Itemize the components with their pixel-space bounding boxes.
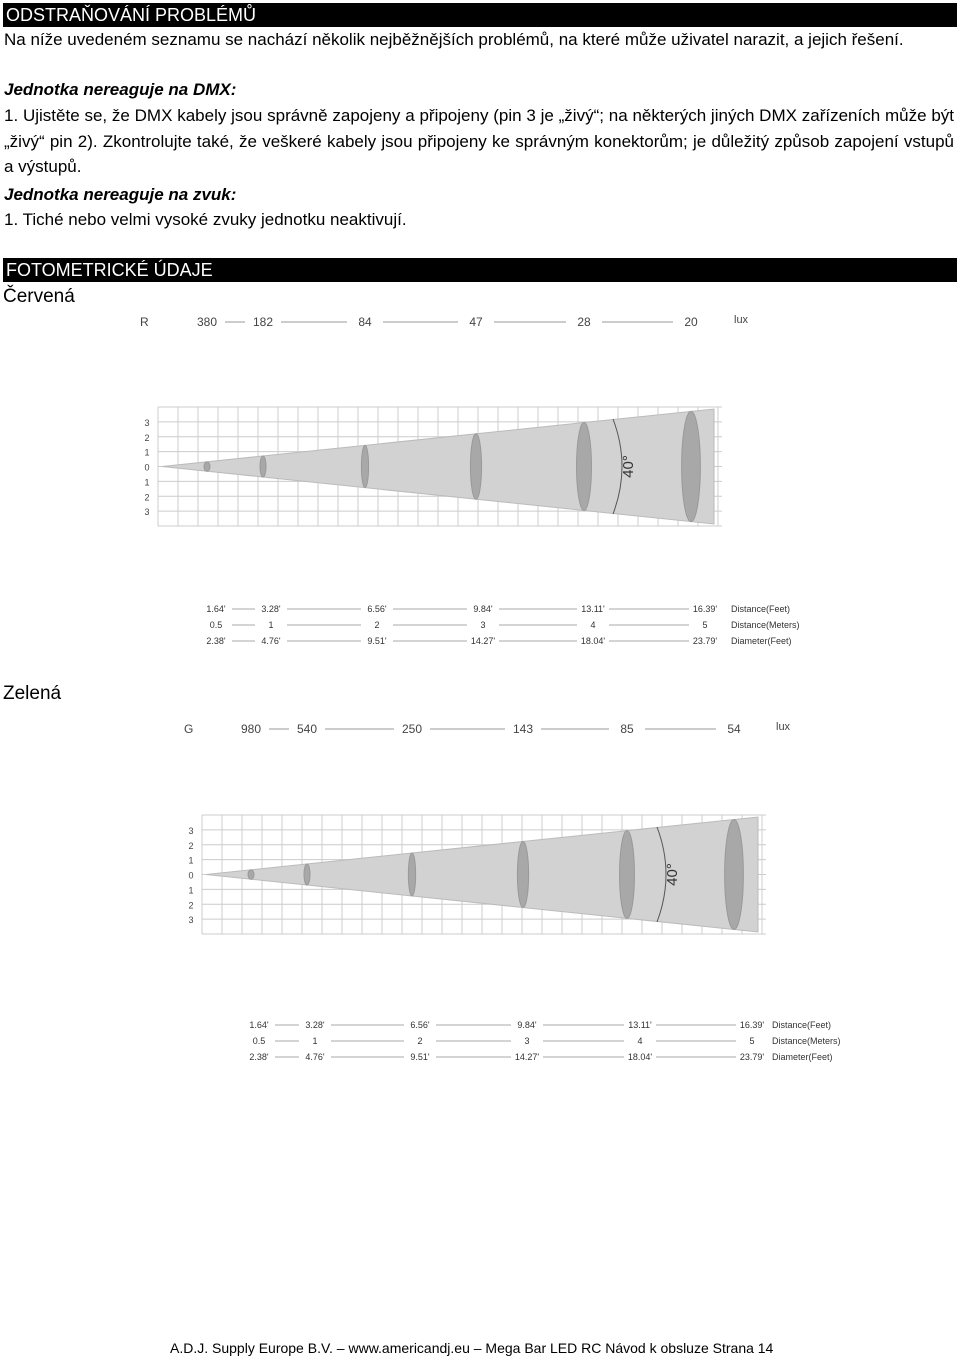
table-row-label: Diameter(Feet) (731, 636, 792, 646)
y-tick-label: 1 (144, 447, 150, 458)
beam-section (682, 411, 701, 521)
beam-section (470, 434, 481, 499)
y-tick-label: 1 (144, 477, 150, 488)
lux-value: 85 (620, 722, 634, 736)
beam-angle-label: 40° (664, 863, 681, 886)
lux-unit: lux (734, 314, 749, 326)
lux-value: 980 (240, 722, 262, 736)
lux-value: 143 (512, 722, 534, 736)
table-value: 4.76' (305, 1052, 325, 1062)
page-footer: A.D.J. Supply Europe B.V. – www.americandj.eu – Mega Bar LED RC Návod k obsluze Strana 14 (170, 1340, 774, 1356)
y-tick-label: 3 (144, 417, 150, 428)
troubleshooting-title: ODSTRAŇOVÁNÍ PROBLÉMŮ (3, 3, 957, 27)
table-value: 0.5 (252, 1036, 266, 1046)
table-value: 1.64' (249, 1020, 269, 1030)
y-tick-label: 0 (188, 870, 194, 881)
table-value: 2.38' (206, 636, 226, 646)
table-value: 3.28' (305, 1020, 325, 1030)
y-tick-label: 1 (188, 855, 194, 866)
y-tick-label: 1 (188, 885, 194, 896)
table-value: 6.56' (410, 1020, 430, 1030)
sound-heading: Jednotka nereaguje na zvuk: (4, 185, 237, 204)
beam-section (204, 462, 210, 471)
table-value: 3 (480, 620, 486, 630)
y-tick-label: 3 (188, 825, 194, 836)
beam-section (577, 423, 592, 511)
table-value: 18.04' (627, 1052, 653, 1062)
table-value: 4.76' (261, 636, 281, 646)
lux-value: 84 (358, 315, 372, 329)
table-row-label: Diameter(Feet) (772, 1052, 833, 1062)
table-value: 16.39' (692, 604, 718, 614)
lux-value: 540 (296, 722, 318, 736)
beam-section (408, 853, 415, 896)
lux-color-letter: R (140, 315, 149, 329)
table-value: 16.39' (739, 1020, 765, 1030)
table-value: 0.5 (209, 620, 223, 630)
table-value: 9.84' (473, 604, 493, 614)
y-tick-label: 0 (144, 462, 150, 473)
sound-item: 1. Tiché nebo velmi vysoké zvuky jednotku neaktivují. (4, 210, 407, 229)
table-value: 13.11' (628, 1020, 652, 1030)
table-value: 1.64' (206, 604, 226, 614)
y-tick-label: 2 (188, 840, 194, 851)
beam-section (361, 445, 368, 487)
beam-section (304, 864, 310, 885)
beam-section (248, 870, 254, 879)
table-value: 23.79' (739, 1052, 765, 1062)
table-value: 14.27' (514, 1052, 540, 1062)
lux-value: 54 (727, 722, 741, 736)
table-row-label: Distance(Meters) (772, 1036, 841, 1046)
table-value: 4 (637, 1036, 643, 1046)
table-row-label: Distance(Meters) (731, 620, 800, 630)
table-value: 23.79' (692, 636, 718, 646)
lux-value: 20 (684, 315, 698, 329)
table-value: 2 (417, 1036, 423, 1046)
table-row-label: Distance(Feet) (772, 1020, 832, 1030)
beam-section (260, 456, 266, 477)
lux-value: 182 (252, 315, 274, 329)
lux-value: 28 (577, 315, 591, 329)
troubleshooting-intro: Na níže uvedeném seznamu se nachází několik nejběžnějších problémů, na které může uživatel narazit, a jejich řešení. (4, 30, 904, 49)
lux-value: 250 (401, 722, 423, 736)
table-value: 4 (590, 620, 596, 630)
table-value: 13.11' (581, 604, 605, 614)
table-value: 1 (268, 620, 274, 630)
beam-section (517, 841, 528, 907)
photometric-title: FOTOMETRICKÉ ÚDAJE (3, 258, 957, 282)
beam-angle-label: 40° (620, 455, 637, 478)
beam-section (620, 831, 635, 919)
table-value: 3.28' (261, 604, 281, 614)
y-tick-label: 3 (144, 507, 150, 518)
dmx-item: 1. Ujistěte se, že DMX kabely jsou správně zapojeny a připojeny (pin 3 je „živý“; na některých jiných DMX zařízeních může být „živý“ pin 2). Zkontrolujte také, že veškeré kabely jsou připojeny ke správným konektorům; je důležitý způsob zapojení vstupů a výstupů. (4, 106, 954, 176)
table-value: 9.51' (367, 636, 387, 646)
table-value: 6.56' (367, 604, 387, 614)
dmx-heading: Jednotka nereaguje na DMX: (4, 80, 237, 99)
table-value: 14.27' (470, 636, 496, 646)
table-row-label: Distance(Feet) (731, 604, 791, 614)
table-value: 3 (524, 1036, 530, 1046)
green-label: Zelená (3, 683, 62, 704)
lux-value: 380 (196, 315, 218, 329)
table-value: 9.84' (517, 1020, 537, 1030)
table-value: 2 (374, 620, 380, 630)
beam-section (725, 820, 744, 930)
table-value: 2.38' (249, 1052, 269, 1062)
y-tick-label: 2 (144, 492, 150, 503)
table-value: 5 (749, 1036, 755, 1046)
y-tick-label: 2 (144, 432, 150, 443)
table-value: 9.51' (410, 1052, 430, 1062)
lux-color-letter: G (184, 722, 194, 736)
lux-value: 47 (469, 315, 483, 329)
table-value: 5 (702, 620, 708, 630)
lux-unit: lux (776, 721, 791, 733)
y-tick-label: 2 (188, 900, 194, 911)
red-label: Červená (3, 286, 75, 307)
table-value: 18.04' (580, 636, 606, 646)
y-tick-label: 3 (188, 915, 194, 926)
table-value: 1 (312, 1036, 318, 1046)
